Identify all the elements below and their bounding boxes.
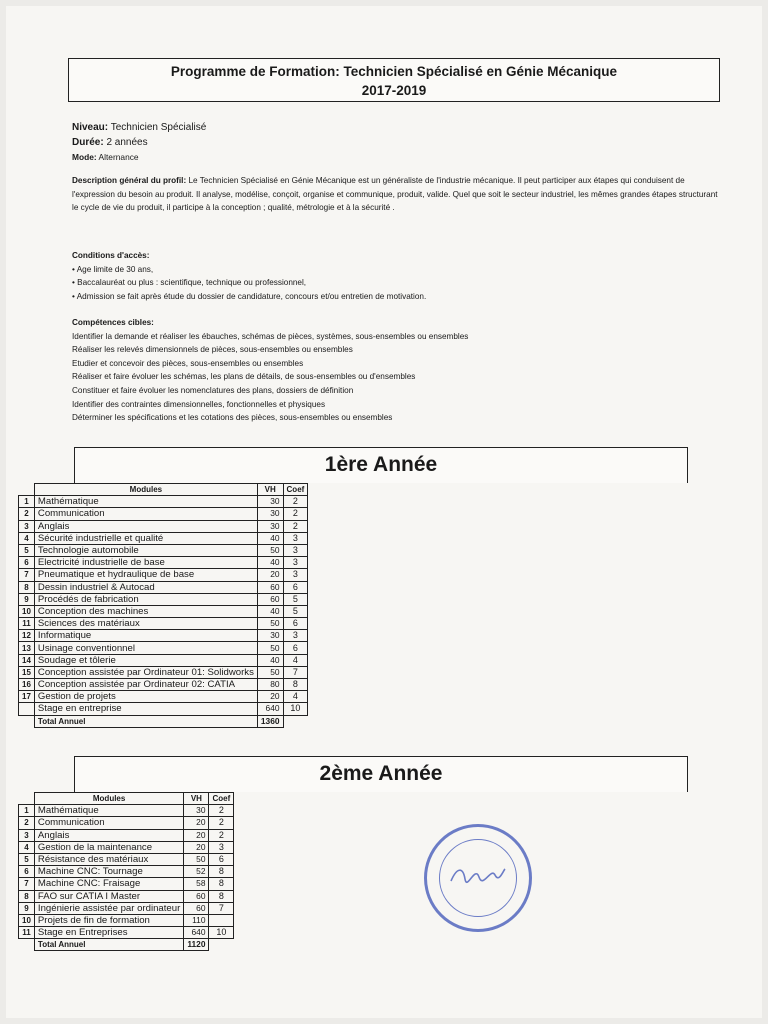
mode-line: [72, 152, 139, 162]
module-coef: 7: [209, 902, 234, 914]
module-vh: 50: [257, 642, 283, 654]
module-vh: 40: [257, 532, 283, 544]
module-coef: 5: [283, 593, 308, 605]
module-number: 5: [19, 853, 35, 865]
module-number: 13: [19, 642, 35, 654]
year2-title: 2ème Année: [74, 756, 688, 792]
module-coef: 2: [283, 520, 308, 532]
module-coef: 6: [283, 581, 308, 593]
description-label: Description général du profil:: [72, 176, 187, 185]
table-row: [19, 829, 234, 841]
module-number: 9: [19, 902, 35, 914]
module-number: 14: [19, 654, 35, 666]
module-vh: 30: [257, 508, 283, 520]
module-name: Stage en entreprise: [34, 703, 257, 715]
module-number: 10: [19, 914, 35, 926]
table-row: [19, 593, 308, 605]
modules-column-header: Modules: [34, 484, 257, 496]
mode-label: Mode:: [72, 152, 97, 162]
module-coef: 6: [209, 853, 234, 865]
table-row: [19, 805, 234, 817]
total-label: Total Annuel: [34, 715, 257, 727]
module-vh: 50: [257, 618, 283, 630]
module-number: 16: [19, 679, 35, 691]
condition-item: • Age limite de 30 ans,: [72, 264, 154, 274]
table-row: [19, 605, 308, 617]
year2-table: [18, 792, 234, 951]
module-vh: 60: [257, 581, 283, 593]
module-vh: 40: [257, 605, 283, 617]
module-coef: 8: [283, 679, 308, 691]
module-vh: 640: [257, 703, 283, 715]
module-vh: 110: [184, 914, 209, 926]
table-row: [19, 532, 308, 544]
module-name: Stage en Entreprises: [34, 927, 183, 939]
module-coef: 2: [209, 829, 234, 841]
title-box: [68, 58, 720, 102]
module-number: 3: [19, 829, 35, 841]
module-name: Dessin industriel & Autocad: [34, 581, 257, 593]
module-vh: 60: [184, 890, 209, 902]
module-vh: 50: [184, 853, 209, 865]
table-row: [19, 569, 308, 581]
module-vh: 50: [257, 544, 283, 556]
module-number: 3: [19, 520, 35, 532]
modules-column-header: Modules: [34, 793, 183, 805]
module-number: 2: [19, 817, 35, 829]
module-name: Mathématique: [34, 805, 183, 817]
module-vh: 60: [257, 593, 283, 605]
module-vh: 50: [257, 666, 283, 678]
module-vh: 40: [257, 654, 283, 666]
module-name: Sciences des matériaux: [34, 618, 257, 630]
condition-item: • Admission se fait après étude du dossier de candidature, concours et/ou entretien de motivation.: [72, 291, 427, 301]
module-name: Informatique: [34, 630, 257, 642]
table-row: [19, 902, 234, 914]
table-row: [19, 630, 308, 642]
module-name: Communication: [34, 508, 257, 520]
competence-item: Déterminer les spécifications et les cotations des pièces, sous-ensembles ou ensembles: [72, 413, 393, 423]
table-row: [19, 557, 308, 569]
module-name: Gestion de la maintenance: [34, 841, 183, 853]
signature-scrawl: [447, 861, 507, 889]
conditions-heading: Conditions d'accès:: [72, 251, 150, 260]
table-row: [19, 654, 308, 666]
module-coef: 3: [283, 532, 308, 544]
module-name: Soudage et tôlerie: [34, 654, 257, 666]
year1-table: [18, 483, 308, 728]
module-coef: 3: [283, 544, 308, 556]
document-page: [6, 6, 762, 1018]
module-number: 2: [19, 508, 35, 520]
module-name: Conception assistée par Ordinateur 01: Solidworks: [34, 666, 257, 678]
module-number: 1: [19, 805, 35, 817]
module-coef: 7: [283, 666, 308, 678]
vh-column-header: VH: [257, 484, 283, 496]
module-coef: 3: [283, 630, 308, 642]
module-coef: 3: [209, 841, 234, 853]
module-coef: 6: [283, 618, 308, 630]
vh-column-header: VH: [184, 793, 209, 805]
module-name: Usinage conventionnel: [34, 642, 257, 654]
table-row: [19, 927, 234, 939]
module-vh: 30: [184, 805, 209, 817]
table-row: [19, 691, 308, 703]
module-vh: 40: [257, 557, 283, 569]
module-number: 6: [19, 557, 35, 569]
table-row: [19, 914, 234, 926]
table-row: [19, 496, 308, 508]
table-row: [19, 666, 308, 678]
module-coef: 3: [283, 569, 308, 581]
module-name: Ingénierie assistée par ordinateur: [34, 902, 183, 914]
access-conditions: [72, 249, 426, 303]
niveau-label: Niveau:: [72, 122, 109, 133]
program-years: 2017-2019: [361, 83, 427, 98]
table-row: [19, 841, 234, 853]
competence-item: Identifier des contraintes dimensionnelles, fonctionnelles et physiques: [72, 399, 326, 409]
module-vh: 30: [257, 630, 283, 642]
module-number: 8: [19, 890, 35, 902]
competence-item: Etudier et concevoir des pièces, sous-ensembles ou ensembles: [72, 358, 304, 368]
module-coef: 3: [283, 557, 308, 569]
module-number: 10: [19, 605, 35, 617]
module-name: Anglais: [34, 520, 257, 532]
table-row: [19, 508, 308, 520]
total-vh: 1360: [257, 715, 283, 727]
competence-item: Identifier la demande et réaliser les ébauches, schémas de pièces, systèmes, sous-ensembles ou ensembles: [72, 331, 469, 341]
target-competences: [72, 316, 468, 425]
module-name: Conception assistée par Ordinateur 02: CATIA: [34, 679, 257, 691]
table-row: [19, 618, 308, 630]
module-number: 11: [19, 927, 35, 939]
module-coef: 2: [283, 496, 308, 508]
module-number: 1: [19, 496, 35, 508]
module-vh: 58: [184, 878, 209, 890]
table-header-row: [19, 484, 308, 496]
program-title: Programme de Formation: Technicien Spécialisé en Génie Mécanique: [170, 64, 618, 79]
module-name: Mathématique: [34, 496, 257, 508]
module-coef: 5: [283, 605, 308, 617]
module-coef: 2: [283, 508, 308, 520]
duree-value: 2 années: [106, 137, 148, 148]
module-number: 8: [19, 581, 35, 593]
official-stamp: [424, 824, 532, 932]
competences-heading: Compétences cibles:: [72, 318, 154, 327]
module-coef: [209, 914, 234, 926]
module-name: Anglais: [34, 829, 183, 841]
module-coef: 8: [209, 866, 234, 878]
table-row: [19, 544, 308, 556]
table-row: [19, 853, 234, 865]
module-vh: 20: [257, 569, 283, 581]
module-name: Machine CNC: Tournage: [34, 866, 183, 878]
module-name: Gestion de projets: [34, 691, 257, 703]
duree-label: Durée:: [72, 137, 104, 148]
module-name: Sécurité industrielle et qualité: [34, 532, 257, 544]
table-row: [19, 520, 308, 532]
module-vh: 30: [257, 496, 283, 508]
niveau-value: Technicien Spécialisé: [110, 122, 207, 133]
table-row: [19, 703, 308, 715]
module-vh: 20: [184, 829, 209, 841]
module-name: Conception des machines: [34, 605, 257, 617]
total-label: Total Annuel: [34, 939, 183, 951]
module-number: 15: [19, 666, 35, 678]
module-number: 7: [19, 569, 35, 581]
module-vh: 640: [184, 927, 209, 939]
mode-value: Alternance: [98, 152, 139, 162]
module-name: Technologie automobile: [34, 544, 257, 556]
coef-column-header: Coef: [209, 793, 234, 805]
module-coef: 2: [209, 805, 234, 817]
module-vh: 20: [184, 817, 209, 829]
module-coef: 10: [283, 703, 308, 715]
module-number: 12: [19, 630, 35, 642]
module-name: FAO sur CATIA I Master: [34, 890, 183, 902]
module-vh: 20: [184, 841, 209, 853]
module-name: Projets de fin de formation: [34, 914, 183, 926]
module-number: 4: [19, 841, 35, 853]
table-row: [19, 890, 234, 902]
module-number: 4: [19, 532, 35, 544]
description-text: Le Technicien Spécialisé en Génie Mécanique est un généraliste de l'industrie mécanique. Il peut participer aux étapes qui conduisent de l'expression du besoin au produit. Il analyse, modélise, conçoit, organise et communique, produit, valide. Quel que soit le secteur industriel, les mêmes grandes étapes structurant le cycle de vie du produit, il participe à la conception ; qualité, métrologie et à la sécurité .: [72, 176, 718, 212]
module-number: 6: [19, 866, 35, 878]
competence-item: Réaliser les relevés dimensionnels de pièces, sous-ensembles ou ensembles: [72, 345, 353, 355]
module-number: 17: [19, 691, 35, 703]
table-row: [19, 581, 308, 593]
module-number: [19, 703, 35, 715]
total-vh: 1120: [184, 939, 209, 951]
module-name: Electricité industrielle de base: [34, 557, 257, 569]
total-row: [19, 939, 234, 951]
module-number: 11: [19, 618, 35, 630]
module-vh: 60: [184, 902, 209, 914]
module-number: 9: [19, 593, 35, 605]
module-coef: 6: [283, 642, 308, 654]
table-row: [19, 817, 234, 829]
module-name: Pneumatique et hydraulique de base: [34, 569, 257, 581]
module-vh: 80: [257, 679, 283, 691]
module-coef: 8: [209, 890, 234, 902]
module-vh: 20: [257, 691, 283, 703]
profile-description: [72, 174, 722, 215]
module-vh: 30: [257, 520, 283, 532]
module-vh: 52: [184, 866, 209, 878]
module-name: Résistance des matériaux: [34, 853, 183, 865]
module-number: 5: [19, 544, 35, 556]
coef-column-header: Coef: [283, 484, 308, 496]
table-header-row: [19, 793, 234, 805]
module-coef: 10: [209, 927, 234, 939]
module-name: Procédés de fabrication: [34, 593, 257, 605]
module-coef: 4: [283, 691, 308, 703]
module-coef: 8: [209, 878, 234, 890]
niveau-line: [72, 122, 206, 133]
module-name: Machine CNC: Fraisage: [34, 878, 183, 890]
competence-item: Constituer et faire évoluer les nomenclatures des plans, dossiers de définition: [72, 385, 354, 395]
module-number: 7: [19, 878, 35, 890]
module-coef: 4: [283, 654, 308, 666]
year1-title: 1ère Année: [74, 447, 688, 483]
table-row: [19, 642, 308, 654]
duree-line: [72, 137, 148, 148]
condition-item: • Baccalauréat ou plus : scientifique, technique ou professionnel,: [72, 278, 307, 287]
module-name: Communication: [34, 817, 183, 829]
table-row: [19, 878, 234, 890]
total-row: [19, 715, 308, 727]
table-row: [19, 679, 308, 691]
module-coef: 2: [209, 817, 234, 829]
table-row: [19, 866, 234, 878]
competence-item: Réaliser et faire évoluer les schémas, les plans de détails, de sous-ensembles ou d'ensembles: [72, 372, 416, 382]
